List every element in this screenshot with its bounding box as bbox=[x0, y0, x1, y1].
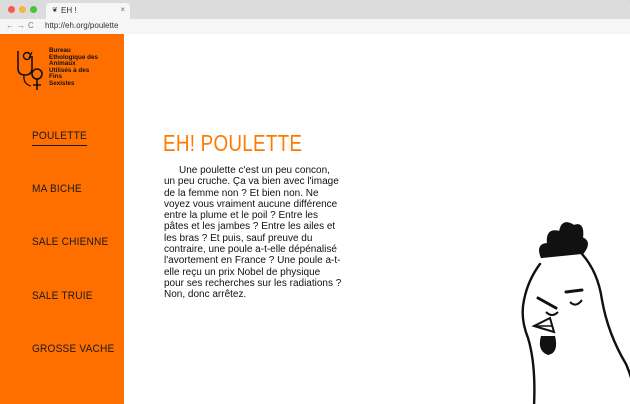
tab-bar bbox=[0, 0, 630, 19]
page-title: EH! POULETTE bbox=[163, 130, 303, 156]
address-bar bbox=[0, 19, 630, 35]
logo-line: Animaux bbox=[49, 60, 76, 68]
sidebar bbox=[0, 34, 124, 404]
logo-line: Bureau bbox=[49, 47, 71, 54]
logo-line: Fins bbox=[49, 73, 62, 81]
url-field[interactable]: http://eh.org/poulette bbox=[45, 21, 119, 30]
reload-icon[interactable]: C bbox=[28, 21, 34, 30]
forward-arrow-icon[interactable]: → bbox=[17, 21, 25, 30]
menu-item-ma-biche[interactable]: MA BICHE bbox=[32, 183, 82, 195]
close-window-button[interactable] bbox=[8, 6, 15, 13]
main-menu bbox=[0, 34, 124, 404]
favicon-icon: ❦ bbox=[52, 7, 58, 14]
logo-line: Utilisés à des bbox=[49, 66, 90, 74]
menu-item-grosse-vache[interactable]: GROSSE VACHE bbox=[32, 343, 115, 355]
browser-tab[interactable] bbox=[46, 3, 130, 19]
chicken-illustration bbox=[494, 214, 630, 404]
tab-title: EH ! bbox=[61, 6, 77, 15]
menu-item-sale-chienne[interactable]: SALE CHIENNE bbox=[32, 236, 109, 248]
back-arrow-icon[interactable]: ← bbox=[6, 21, 14, 30]
main-content bbox=[124, 34, 630, 404]
minimize-window-button[interactable] bbox=[19, 6, 26, 13]
body-text: Une poulette c'est un peu concon, un peu cruche. Ça va bien avec l'image de la femme non ? Et bien non. Ne voyez vous vraiment aucune différence entre la plume et le poil ? Entre les pâtes et les jambes ? Entre les ailes et les bras ? Et puis, sauf preuve du contraire, une poule a-t-elle dépénalisé l'avortement en France ? Une poule a-t-elle reçu un prix Nobel de physique pour ses recherches sur les radiations ? Non, donc arrêtez. bbox=[164, 165, 342, 301]
menu-item-poulette[interactable]: POULETTE bbox=[32, 130, 87, 146]
logo-line: Sexistes bbox=[49, 79, 75, 87]
menu-item-sale-truie[interactable]: SALE TRUIE bbox=[32, 290, 93, 302]
logo-line: Ethologique des bbox=[49, 53, 98, 61]
maximize-window-button[interactable] bbox=[30, 6, 37, 13]
tab-close-icon[interactable]: × bbox=[120, 5, 125, 14]
